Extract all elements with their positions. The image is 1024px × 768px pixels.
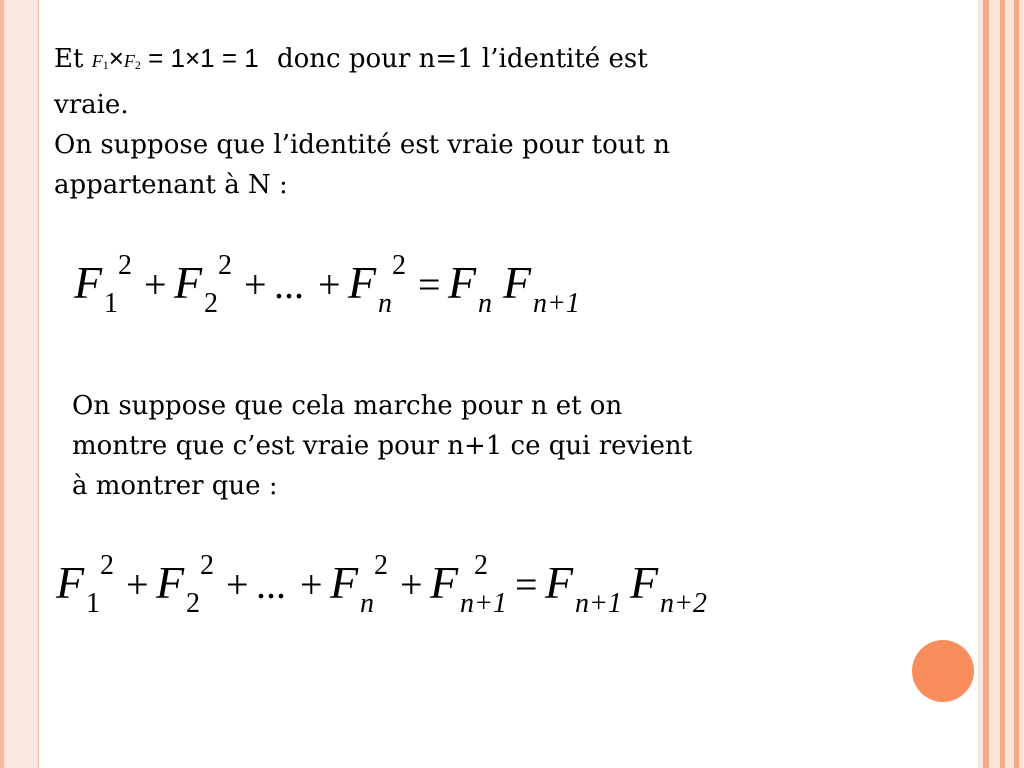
eq-plus-3: + — [244, 262, 267, 307]
inline-f2-sub: 2 — [134, 58, 141, 72]
eq-base-2: F — [156, 557, 185, 608]
eq-sub-6: n — [360, 588, 374, 619]
eq-sup-8: 2 — [474, 550, 488, 581]
intro-paragraph — [54, 38, 814, 205]
eq-base-2: F — [174, 257, 203, 308]
inline-f1-sub: 1 — [102, 58, 109, 72]
frame-right-bar — [983, 0, 989, 768]
intro-line-3: On suppose que l’identité est vraie pour tout n — [54, 130, 670, 160]
inline-formula — [92, 44, 267, 74]
eq-sup-6: 2 — [392, 250, 406, 281]
eq-dots-4: ... — [274, 262, 304, 307]
induction-line-1: On suppose que cela marche pour n et on — [72, 391, 623, 421]
eq-base-11: F — [630, 557, 659, 608]
inline-result: = 1×1 = 1 — [140, 43, 259, 73]
frame-left-line — [0, 0, 4, 768]
eq-dots-4: ... — [256, 562, 286, 607]
intro-line-1 — [54, 38, 814, 85]
eq-plus-5: + — [318, 262, 341, 307]
intro-line-4: appartenant à N : — [54, 170, 288, 200]
eq-sub-8: n — [478, 288, 492, 319]
eq-sub-2: 2 — [204, 288, 218, 319]
eq-plus-5: + — [300, 562, 323, 607]
eq-base-0: F — [56, 557, 85, 608]
et-word: Et — [54, 44, 84, 74]
eq-sup-0: 2 — [118, 250, 132, 281]
eq-plus-1: + — [126, 562, 149, 607]
eq-sub-11: n+2 — [660, 588, 707, 619]
frame-left-strip — [0, 0, 39, 768]
eq-sub-0: 1 — [86, 588, 100, 619]
inline-f1: F — [91, 51, 103, 71]
accent-circle — [912, 640, 974, 702]
induction-line-2: montre que c’est vraie pour n+1 ce qui revient — [72, 431, 693, 461]
eq-base-6: F — [348, 257, 377, 308]
eq-plus-1: + — [144, 262, 167, 307]
intro-line-2: vraie. — [54, 90, 129, 120]
induction-paragraph — [72, 386, 832, 506]
eq-sub-2: 2 — [186, 588, 200, 619]
eq-sup-0: 2 — [100, 550, 114, 581]
eq-equals-9: = — [515, 562, 538, 607]
eq-sup-2: 2 — [200, 550, 214, 581]
eq-base-10: F — [545, 557, 574, 608]
eq-base-6: F — [330, 557, 359, 608]
frame-right-bar — [1014, 0, 1019, 768]
eq-sub-9: n+1 — [533, 288, 580, 319]
eq-sub-10: n+1 — [575, 588, 622, 619]
eq-equals-7: = — [418, 262, 441, 307]
eq-base-9: F — [503, 257, 532, 308]
equation-hypothesis — [70, 248, 720, 338]
eq-sub-0: 1 — [104, 288, 118, 319]
eq-sub-8: n+1 — [460, 588, 507, 619]
eq-sub-6: n — [378, 288, 392, 319]
eq-plus-3: + — [226, 562, 249, 607]
inline-f2: F — [123, 51, 135, 71]
frame-right-bar — [1000, 0, 1005, 768]
eq-base-0: F — [74, 257, 103, 308]
equation-goal — [52, 548, 872, 638]
intro-line-1-tail: donc pour n=1 l’identité est — [276, 44, 648, 74]
eq-base-8: F — [430, 557, 459, 608]
eq-sup-2: 2 — [218, 250, 232, 281]
eq-sup-6: 2 — [374, 550, 388, 581]
induction-line-3: à montrer que : — [72, 471, 278, 501]
eq-plus-7: + — [400, 562, 423, 607]
eq-base-8: F — [448, 257, 477, 308]
inline-times: × — [108, 43, 124, 73]
